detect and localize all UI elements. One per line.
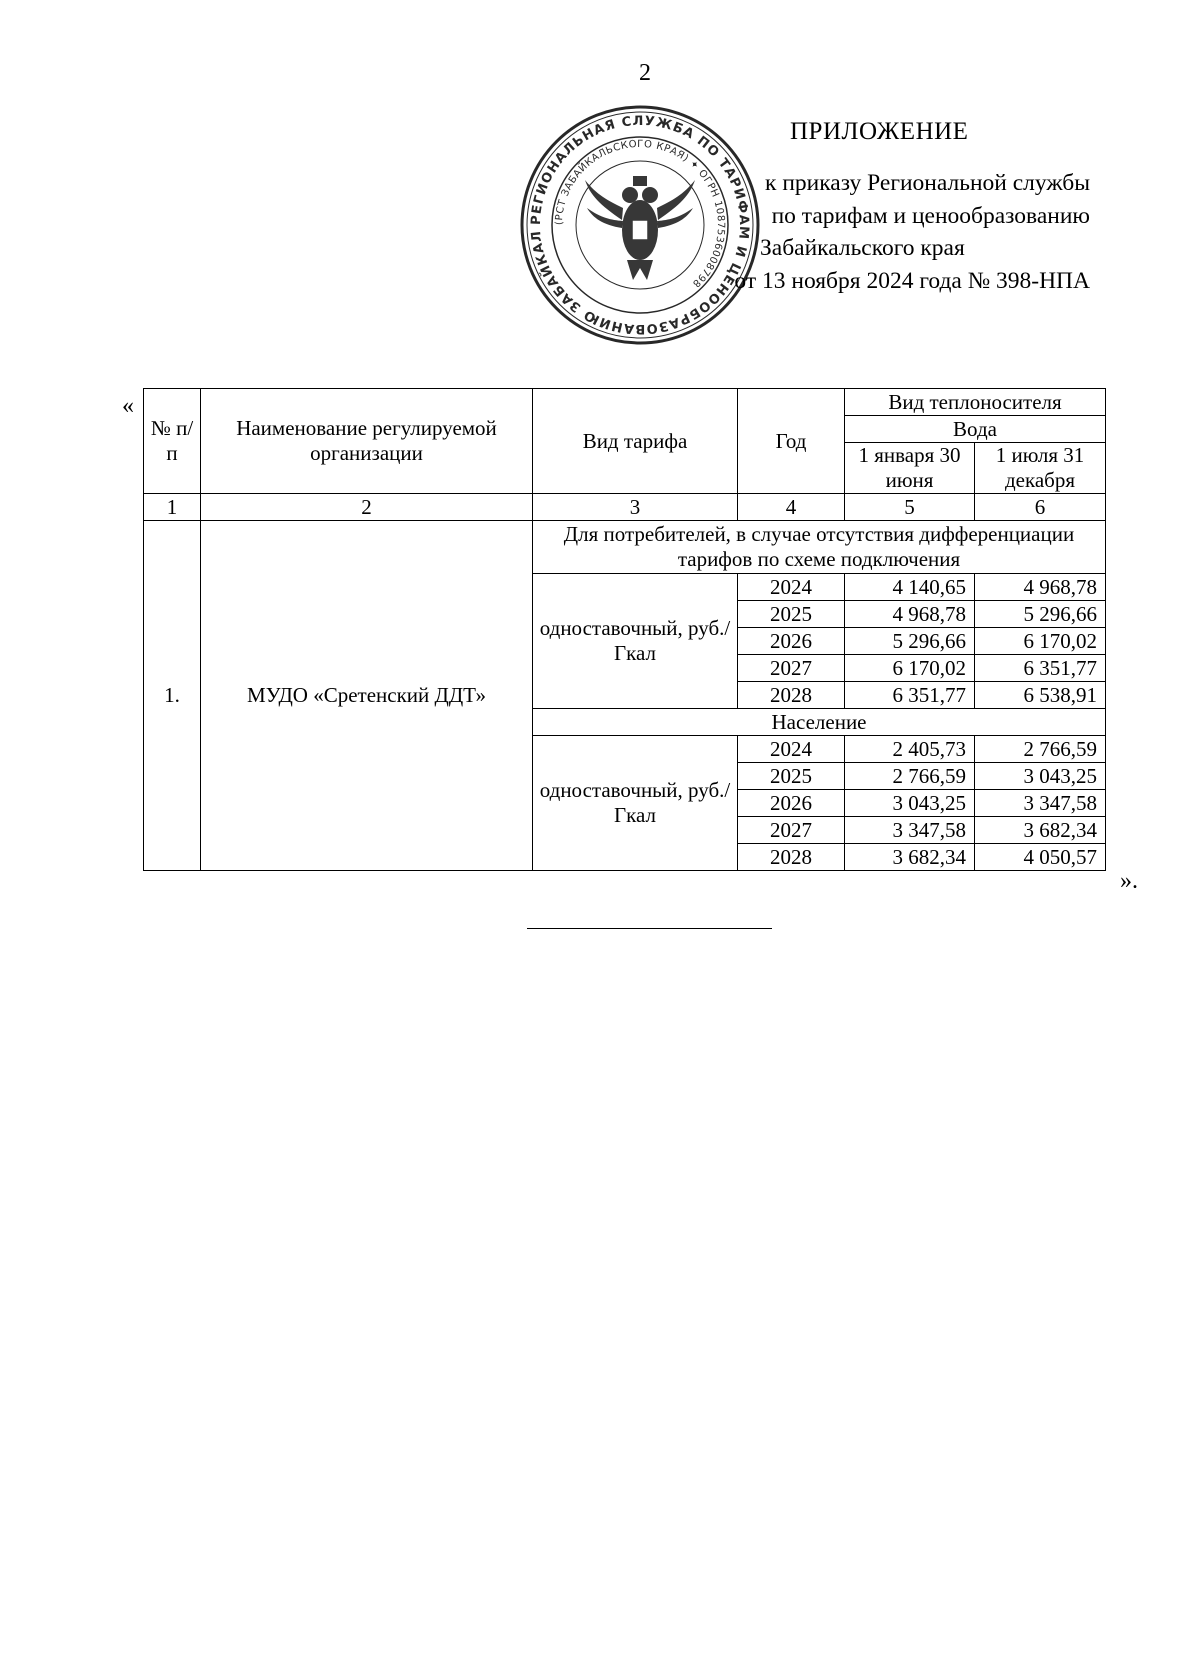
organization-name: МУДО «Сретенский ДДТ» bbox=[201, 521, 533, 871]
value-period-1: 6 351,77 bbox=[845, 682, 975, 709]
year-cell: 2027 bbox=[738, 655, 845, 682]
year-cell: 2026 bbox=[738, 628, 845, 655]
value-period-1: 5 296,66 bbox=[845, 628, 975, 655]
bottom-rule bbox=[527, 928, 772, 929]
value-period-1: 3 682,34 bbox=[845, 844, 975, 871]
value-period-1: 6 170,02 bbox=[845, 655, 975, 682]
value-period-2: 4 050,57 bbox=[975, 844, 1106, 871]
column-number: 3 bbox=[533, 494, 738, 521]
column-numbers-row bbox=[144, 494, 1106, 521]
value-period-2: 6 170,02 bbox=[975, 628, 1106, 655]
year-cell: 2028 bbox=[738, 844, 845, 871]
value-period-1: 2 405,73 bbox=[845, 736, 975, 763]
closing-quote: ». bbox=[1120, 868, 1138, 894]
year-cell: 2028 bbox=[738, 682, 845, 709]
value-period-1: 3 347,58 bbox=[845, 817, 975, 844]
value-period-1: 4 968,78 bbox=[845, 601, 975, 628]
header-carrier: Вид теплоносителя bbox=[845, 389, 1106, 416]
column-number: 4 bbox=[738, 494, 845, 521]
svg-text:(РСТ ЗАБАЙКАЛЬСКОГО КРАЯ) ✦ ОГ: (РСТ ЗАБАЙКАЛЬСКОГО КРАЯ) ✦ ОГРН 1087536008798 bbox=[553, 138, 727, 290]
header-num: № п/п bbox=[144, 389, 201, 494]
value-period-2: 3 043,25 bbox=[975, 763, 1106, 790]
header-year: Год bbox=[738, 389, 845, 494]
value-period-2: 5 296,66 bbox=[975, 601, 1106, 628]
header-period-2: 1 июля 31 декабря bbox=[975, 443, 1106, 494]
value-period-2: 6 538,91 bbox=[975, 682, 1106, 709]
appendix-title: ПРИЛОЖЕНИЕ bbox=[790, 118, 969, 145]
header-period-1: 1 января 30 июня bbox=[845, 443, 975, 494]
tariff-type: одноставочный, руб./Гкал bbox=[533, 574, 738, 709]
year-cell: 2025 bbox=[738, 601, 845, 628]
column-number: 5 bbox=[845, 494, 975, 521]
svg-text:РЕГИОНАЛЬНАЯ СЛУЖБА ПО ТАРИФАМ: РЕГИОНАЛЬНАЯ СЛУЖБА ПО ТАРИФАМ И ЦЕНООБРАЗОВАНИЮ ЗАБАЙКАЛ bbox=[528, 113, 752, 337]
value-period-1: 3 043,25 bbox=[845, 790, 975, 817]
value-period-1: 2 766,59 bbox=[845, 763, 975, 790]
header-water: Вода bbox=[845, 416, 1106, 443]
appendix-line-3: Забайкальского края bbox=[760, 235, 965, 261]
year-cell: 2027 bbox=[738, 817, 845, 844]
value-period-2: 3 682,34 bbox=[975, 817, 1106, 844]
appendix-reference bbox=[690, 167, 1090, 297]
header-tariff-type: Вид тарифа bbox=[533, 389, 738, 494]
column-number: 6 bbox=[975, 494, 1106, 521]
year-cell: 2025 bbox=[738, 763, 845, 790]
value-period-1: 4 140,65 bbox=[845, 574, 975, 601]
column-number: 1 bbox=[144, 494, 201, 521]
value-period-2: 6 351,77 bbox=[975, 655, 1106, 682]
opening-quote: « bbox=[122, 393, 134, 419]
value-period-2: 4 968,78 bbox=[975, 574, 1106, 601]
value-period-2: 2 766,59 bbox=[975, 736, 1106, 763]
appendix-line-1: к приказу Региональной службы bbox=[765, 170, 1090, 196]
tariff-table bbox=[143, 388, 1106, 871]
year-cell: 2024 bbox=[738, 736, 845, 763]
header-org: Наименование регулируемой организации bbox=[201, 389, 533, 494]
group-title: Население bbox=[533, 709, 1106, 736]
appendix-line-4: от 13 ноября 2024 года № 398-НПА bbox=[734, 267, 1090, 294]
row-number: 1. bbox=[144, 521, 201, 871]
year-cell: 2024 bbox=[738, 574, 845, 601]
value-period-2: 3 347,58 bbox=[975, 790, 1106, 817]
appendix-line-2: по тарифам и ценообразованию bbox=[771, 202, 1090, 229]
group-title: Для потребителей, в случае отсутствия дифференциации тарифов по схеме подключения bbox=[533, 521, 1106, 574]
page-number: 2 bbox=[639, 60, 651, 86]
column-number: 2 bbox=[201, 494, 533, 521]
tariff-type: одноставочный, руб./Гкал bbox=[533, 736, 738, 871]
year-cell: 2026 bbox=[738, 790, 845, 817]
